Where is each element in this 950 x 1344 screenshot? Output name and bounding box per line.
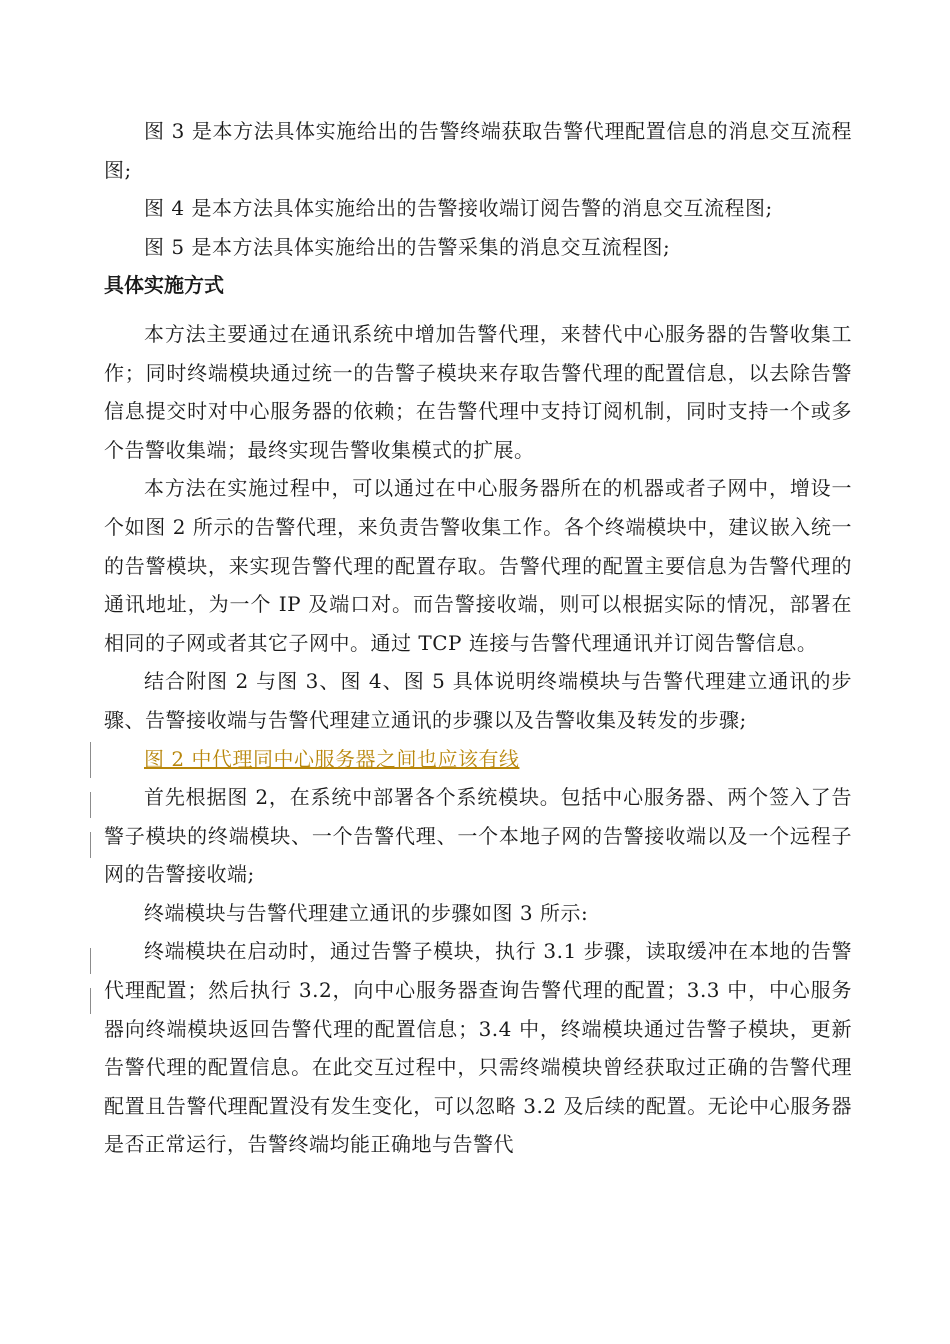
paragraph-fig3: 图 3 是本方法具体实施给出的告警终端获取告警代理配置信息的消息交互流程图; — [104, 119, 852, 182]
change-bar — [90, 742, 91, 778]
paragraph-2: 本方法在实施过程中，可以通过在中心服务器所在的机器或者子网中，增设一个如图 2 所示的告警代理，来负责告警收集工作。各个终端模块中，建议嵌入统一的告警模块，来实现告警代理的配置存取。告警代理的配置主要信息为告警代理的通讯地址，为一个 IP 及端口对。而告警接收端，则可以根据实际的情况，部署在相同的子网或者其它子网中。通过 TCP 连接与告警代理通讯并订阅告警信息。 — [104, 476, 852, 655]
change-bar — [90, 792, 91, 818]
paragraph-fig5: 图 5 是本方法具体实施给出的告警采集的消息交互流程图; — [144, 234, 671, 259]
change-bar — [90, 988, 91, 1014]
section-heading: 具体实施方式 — [104, 273, 224, 298]
paragraph-1: 本方法主要通过在通讯系统中增加告警代理，来替代中心服务器的告警收集工作；同时终端模块通过统一的告警子模块来存取告警代理的配置信息，以去除告警信息提交时对中心服务器的依赖；在告警代理中支持订阅机制，同时支持一个或多个告警收集端；最终实现告警收集模式的扩展。 — [104, 321, 852, 462]
paragraph-3: 结合附图 2 与图 3、图 4、图 5 具体说明终端模块与告警代理建立通讯的步骤、告警接收端与告警代理建立通讯的步骤以及告警收集及转发的步骤; — [104, 669, 852, 732]
paragraph-6: 终端模块在启动时，通过告警子模块，执行 3.1 步骤，读取缓冲在本地的告警代理配置；然后执行 3.2，向中心服务器查询告警代理的配置；3.3 中，中心服务器向终端模块返回告警代理的配置信息；3.4 中，终端模块通过告警子模块，更新告警代理的配置信息。在此交互过程中，只需终端模块曾经获取过正确的告警代理配置且告警代理配置没有发生变化，可以忽略 3.2 及后续的配置。无论中心服务器是否正常运行，告警终端均能正确地与告警代 — [104, 939, 852, 1157]
inserted-comment: 图 2 中代理同中心服务器之间也应该有线 — [144, 746, 520, 771]
paragraph-fig4: 图 4 是本方法具体实施给出的告警接收端订阅告警的消息交互流程图; — [144, 196, 773, 221]
change-bar — [90, 948, 91, 974]
change-bar — [90, 832, 91, 858]
document-body — [104, 112, 852, 1164]
paragraph-4: 首先根据图 2，在系统中部署各个系统模块。包括中心服务器、两个签入了告警子模块的终端模块、一个告警代理、一个本地子网的告警接收端以及一个远程子网的告警接收端; — [104, 785, 852, 887]
paragraph-5: 终端模块与告警代理建立通讯的步骤如图 3 所示: — [144, 900, 589, 925]
